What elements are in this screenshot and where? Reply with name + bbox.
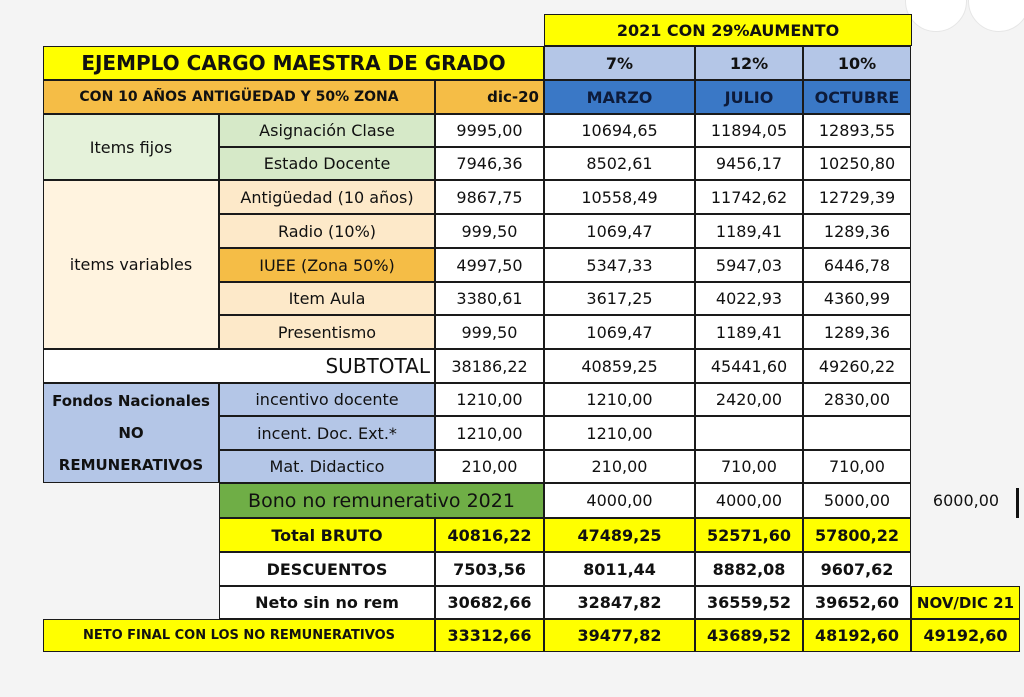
label-incent-doc-ext: incent. Doc. Ext.* (219, 416, 435, 450)
cell: 999,50 (435, 214, 544, 248)
cell: 210,00 (435, 450, 544, 483)
cell: 2830,00 (803, 383, 911, 416)
nov-dic-header: NOV/DIC 21 (911, 586, 1020, 619)
label-neto-final: NETO FINAL CON LOS NO REMUNERATIVOS (43, 619, 435, 652)
fondos-line-3: REMUNERATIVOS (58, 456, 204, 474)
label-iuee: IUEE (Zona 50%) (219, 248, 435, 282)
cell: 11742,62 (695, 180, 803, 214)
cell: 7946,36 (435, 147, 544, 180)
col-octubre: OCTUBRE (803, 80, 911, 114)
col-dic20: dic-20 (435, 80, 544, 114)
label-mat-didactico: Mat. Didactico (219, 450, 435, 483)
cell: 10694,65 (544, 114, 695, 147)
cell: 9456,17 (695, 147, 803, 180)
cell: 6446,78 (803, 248, 911, 282)
cell: 8502,61 (544, 147, 695, 180)
cell: 39652,60 (803, 586, 911, 619)
table-title: EJEMPLO CARGO MAESTRA DE GRADO (43, 46, 544, 80)
cell: 36559,52 (695, 586, 803, 619)
cell: 45441,60 (695, 349, 803, 383)
group-items-fijos: Items fijos (43, 114, 219, 180)
percent-marzo: 7% (544, 46, 695, 80)
label-asignacion-clase: Asignación Clase (219, 114, 435, 147)
label-presentismo: Presentismo (219, 315, 435, 349)
cell: 1210,00 (544, 383, 695, 416)
corner-circle-decoration (968, 0, 1024, 32)
cell: 1069,47 (544, 214, 695, 248)
cell: 4022,93 (695, 282, 803, 315)
cell: 3617,25 (544, 282, 695, 315)
cell: 5947,03 (695, 248, 803, 282)
cell: 5347,33 (544, 248, 695, 282)
cell: 32847,82 (544, 586, 695, 619)
cell: 40859,25 (544, 349, 695, 383)
cell: 210,00 (544, 450, 695, 483)
cell: 30682,66 (435, 586, 544, 619)
label-descuentos: DESCUENTOS (219, 552, 435, 586)
cell: 1210,00 (544, 416, 695, 450)
table-subtitle: CON 10 AÑOS ANTIGÜEDAD Y 50% ZONA (43, 80, 435, 114)
cell: 5000,00 (803, 483, 911, 518)
group-items-variables: items variables (43, 180, 219, 349)
nov-dic-value: 49192,60 (911, 619, 1020, 652)
percent-julio: 12% (695, 46, 803, 80)
cell: 1289,36 (803, 214, 911, 248)
cell: 710,00 (803, 450, 911, 483)
corner-circle-decoration (905, 0, 967, 32)
label-item-aula: Item Aula (219, 282, 435, 315)
label-estado-docente: Estado Docente (219, 147, 435, 180)
label-total-bruto: Total BRUTO (219, 518, 435, 552)
bono-extra-cell: 6000,00 (932, 491, 1000, 510)
fondos-line-2: NO (118, 424, 144, 442)
cell: 710,00 (695, 450, 803, 483)
fondos-line-1: Fondos Nacionales (52, 392, 210, 410)
cell: 57800,22 (803, 518, 911, 552)
cell (803, 416, 911, 450)
cell: 1210,00 (435, 383, 544, 416)
cell: 49260,22 (803, 349, 911, 383)
label-antiguedad: Antigüedad (10 años) (219, 180, 435, 214)
label-incentivo-docente: incentivo docente (219, 383, 435, 416)
cell: 10250,80 (803, 147, 911, 180)
cell: 2420,00 (695, 383, 803, 416)
cell: 52571,60 (695, 518, 803, 552)
cell: 999,50 (435, 315, 544, 349)
cell: 39477,82 (544, 619, 695, 652)
cell: 1189,41 (695, 315, 803, 349)
cell: 48192,60 (803, 619, 911, 652)
group-fondos-nacionales (43, 383, 219, 483)
cell: 4000,00 (695, 483, 803, 518)
cell: 9995,00 (435, 114, 544, 147)
cell: 33312,66 (435, 619, 544, 652)
cell: 12893,55 (803, 114, 911, 147)
cell: 1069,47 (544, 315, 695, 349)
cell: 8882,08 (695, 552, 803, 586)
cell (695, 416, 803, 450)
cell: 7503,56 (435, 552, 544, 586)
cell: 9867,75 (435, 180, 544, 214)
column-divider (1016, 488, 1019, 518)
cell: 9607,62 (803, 552, 911, 586)
cell: 43689,52 (695, 619, 803, 652)
percent-octubre: 10% (803, 46, 911, 80)
cell: 1210,00 (435, 416, 544, 450)
label-radio: Radio (10%) (219, 214, 435, 248)
label-neto-sin-no-rem: Neto sin no rem (219, 586, 435, 619)
cell: 4000,00 (544, 483, 695, 518)
year-header: 2021 CON 29%AUMENTO (544, 14, 912, 46)
cell: 38186,22 (435, 349, 544, 383)
cell: 1189,41 (695, 214, 803, 248)
label-bono-no-remunerativo: Bono no remunerativo 2021 (219, 483, 544, 518)
cell: 12729,39 (803, 180, 911, 214)
cell: 10558,49 (544, 180, 695, 214)
col-julio: JULIO (695, 80, 803, 114)
cell: 47489,25 (544, 518, 695, 552)
cell: 1289,36 (803, 315, 911, 349)
col-marzo: MARZO (544, 80, 695, 114)
cell: 40816,22 (435, 518, 544, 552)
label-subtotal: SUBTOTAL (43, 349, 435, 383)
cell: 4997,50 (435, 248, 544, 282)
cell: 11894,05 (695, 114, 803, 147)
cell: 3380,61 (435, 282, 544, 315)
cell: 8011,44 (544, 552, 695, 586)
cell: 4360,99 (803, 282, 911, 315)
